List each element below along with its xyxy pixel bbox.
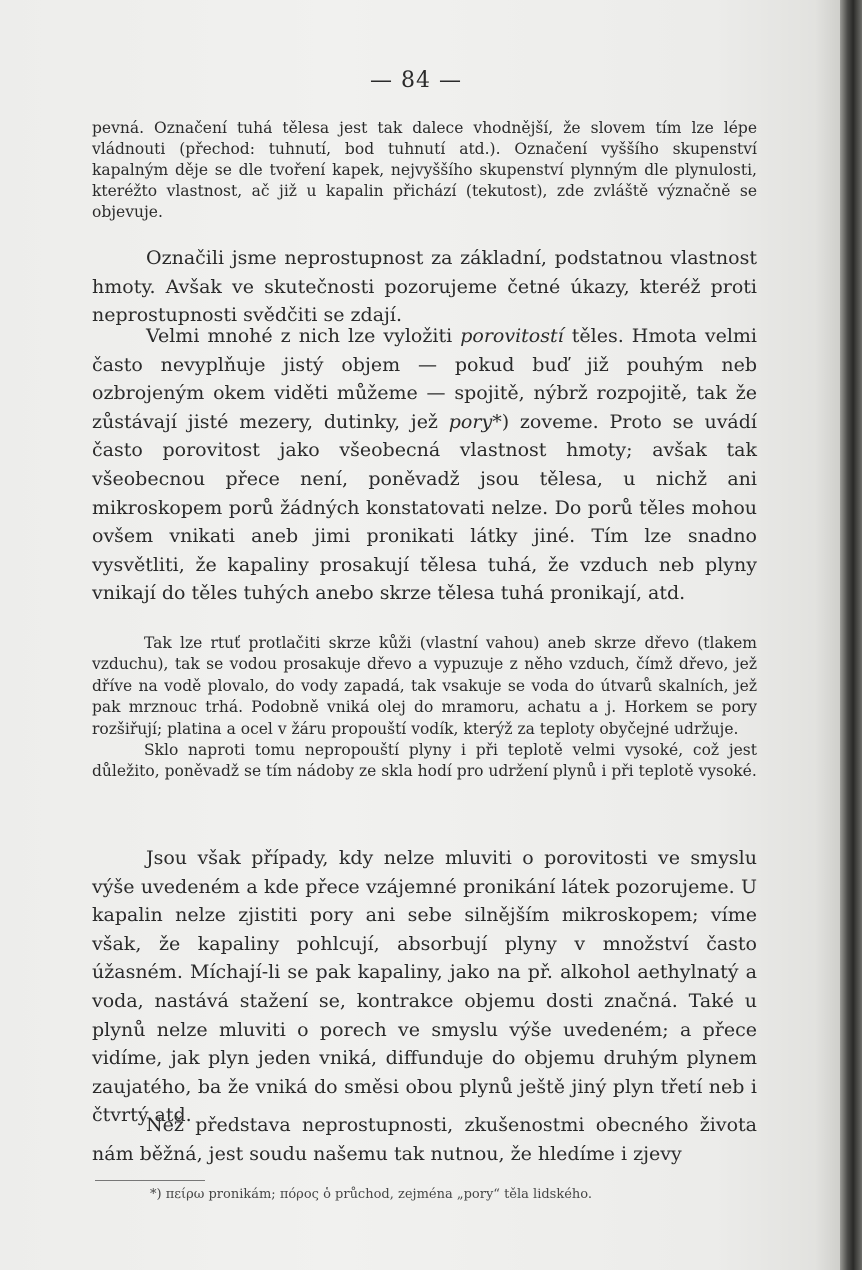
footnote: *) πείρω pronikám; πόρος ὁ průchod, zejména „pory“ těla lidského.: [150, 1187, 593, 1202]
page-number: — 84 —: [370, 68, 462, 93]
paragraph-5: [92, 1111, 757, 1168]
footnote-rule: [95, 1180, 205, 1181]
paragraph-3-text: [92, 322, 757, 608]
paragraph-3-part-c: těles. Hmota velmi často nevyplňuje jistý objem — pokud buď již pouhým neb ozbrojeným okem viděti můžeme — spojitě, nýbrž rozpojitě, tak že zůstávají jisté mezery, dutinky, jež: [92, 325, 757, 433]
note-block: [92, 633, 757, 783]
note-1-text: Tak lze rtuť protlačiti skrze kůži (vlastní vahou) aneb skrze dřevo (tlakem vzduchu), tak se vodou prosakuje dřevo a vypuzuje z něho vzduch, čímž dřevo, jež dříve na vodě plovalo, do vody zapadá, tak vsakuje se voda do útvarů skalních, jež pak mrznouc trhá. Podobně vniká olej do mramoru, achatu a j. Horkem se pory rozšiřují; platina a ocel v žáru propouští vodík, kterýž za teploty obyčejné udržuje.: [92, 634, 757, 738]
paragraph-5-text: Než představa neprostupnosti, zkušenostmi obecného života nám běžná, jest soudu našemu tak nutnou, že hledíme i zjevy: [92, 1114, 757, 1165]
paragraph-4: [92, 844, 757, 1130]
paragraph-3: [92, 322, 757, 608]
note-2-text: Sklo naproti tomu nepropouští plyny i při teplotě velmi vysoké, což jest důležito, poněvadž se tím nádoby ze skla hodí pro udržení plynů i při teplotě vysoké.: [92, 741, 757, 781]
paragraph-3-part-e: *) zoveme. Proto se uvádí často porovitost jako všeobecná vlastnost hmoty; avšak tak všeobecnou přece není, poněvadž jsou tělesa, u nichž ani mikroskopem porů žádných konstatovati nelze. Do porů těles mohou ovšem vnikati aneb jimi pronikati látky jiné. Tím lze snadno vysvětliti, že kapaliny prosakují tělesa tuhá, že vzduch neb plyny vnikají do těles tuhých anebo skrze tělesa tuhá pronikají, atd.: [92, 410, 757, 605]
paragraph-1-text: pevná. Označení tuhá tělesa jest tak dalece vhodnější, že slovem tím lze lépe vládnouti (přechod: tuhnutí, bod tuhnutí atd.). Označení vyššího skupenství kapalným děje se dle tvoření kapek, nejvyššího skupenství plynným dle plynulosti, kteréžto vlastnost, ač již u kapalin přichází (tekutost), zde zvláště význačně se objevuje.: [92, 119, 757, 221]
paragraph-2: [92, 244, 757, 330]
paragraph-1: [92, 118, 757, 223]
paragraph-2-text: Označili jsme neprostupnost za základní, podstatnou vlastnost hmoty. Avšak ve skutečnosti pozorujeme četné úkazy, kteréž proti neprostupnosti svědčiti se zdají.: [92, 247, 757, 327]
paragraph-4-text: Jsou však případy, kdy nelze mluviti o porovitosti ve smyslu výše uvedeném a kde přece vzájemné pronikání látek pozorujeme. U kapalin nelze zjistiti pory ani sebe silnějším mikroskopem; víme však, že kapaliny pohlcují, absorbují plyny v množství často úžasném. Míchají-li se pak kapaliny, jako na př. alkohol aethylnatý a voda, nastává stažení se, kontrakce objemu dosti značná. Také u plynů nelze mluviti o porech ve smyslu výše uvedeném; a přece vidíme, jak plyn jeden vniká, diffunduje do objemu druhým plynem zaujatého, ba že vniká do směsi obou plynů ještě jiný plyn třetí neb i čtvrtý atd.: [92, 847, 757, 1127]
term-porovitosti: porovitostí: [460, 325, 564, 347]
paragraph-3-part-a: Velmi mnohé z nich lze vyložiti: [146, 325, 461, 347]
book-spine: [840, 0, 862, 1270]
term-pory: pory: [448, 410, 493, 433]
